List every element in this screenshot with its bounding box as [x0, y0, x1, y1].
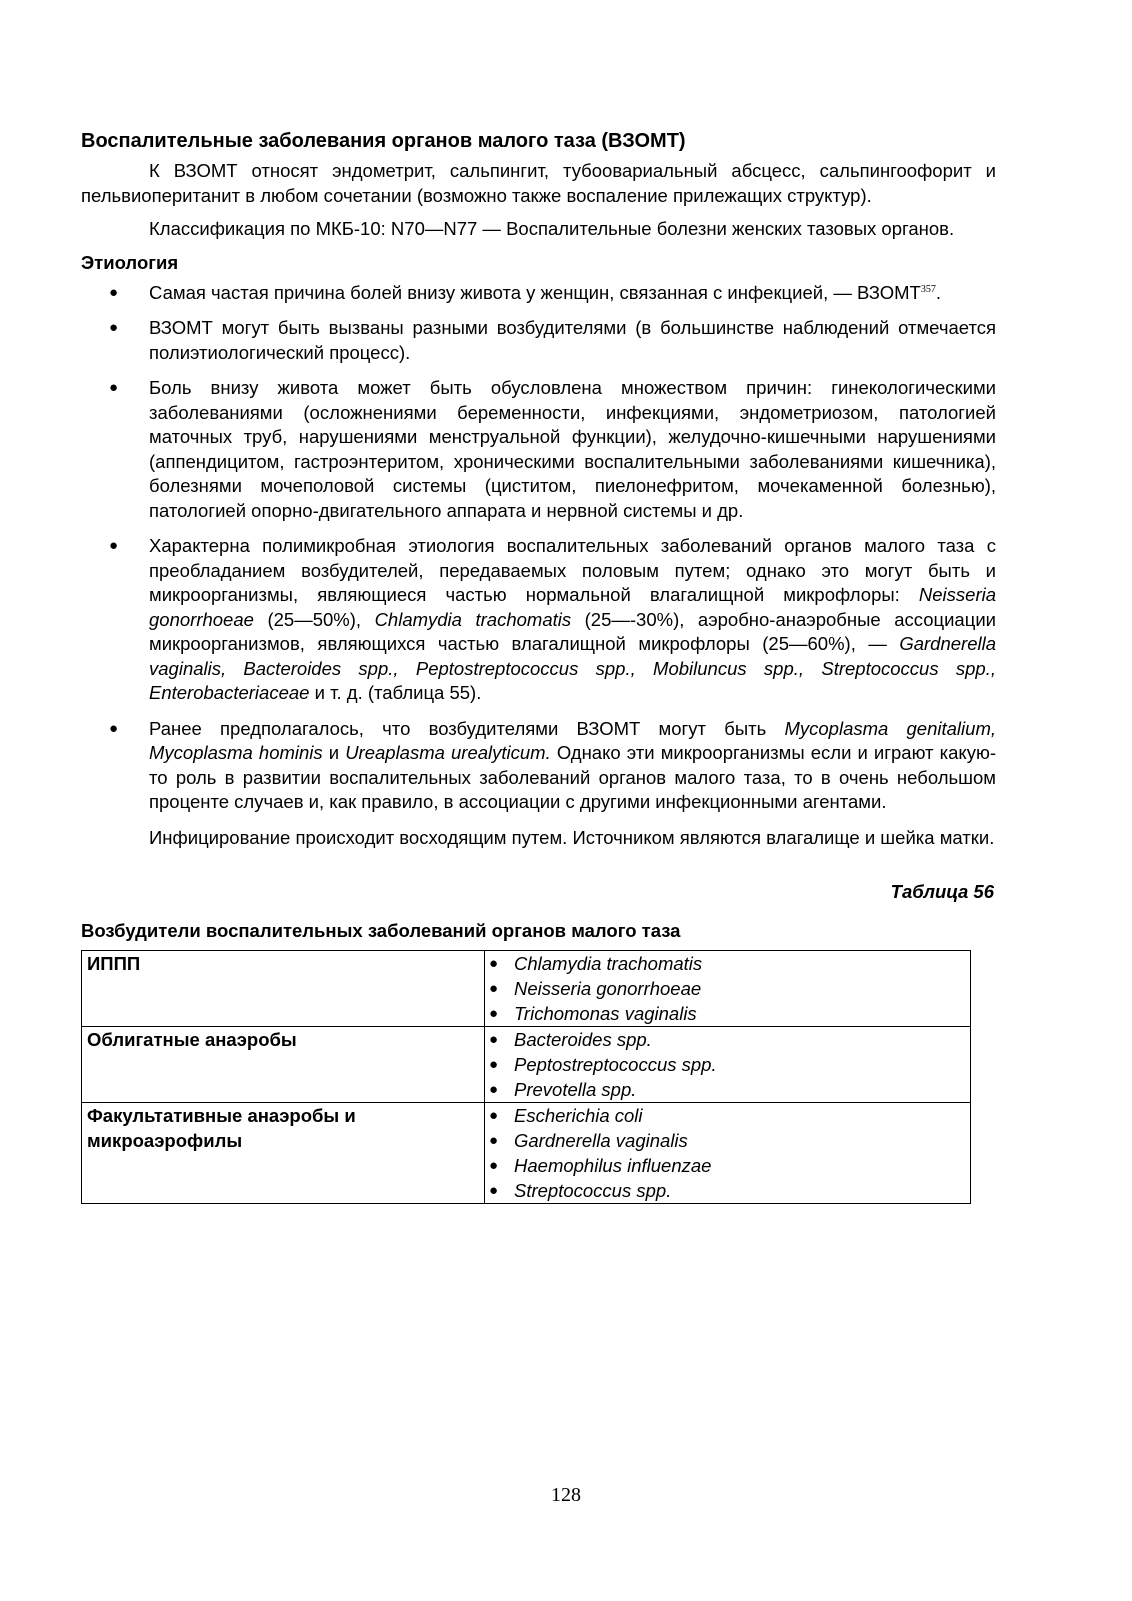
etiology-item — [81, 376, 996, 523]
organism-item: ● Chlamydia trachomatis — [489, 953, 703, 974]
bullet-text: ВЗОМТ могут быть вызваны разными возбудителями (в большинстве наблюдений отмечается полиэтиологический процесс). — [149, 317, 996, 363]
category-cell: ИППП — [82, 951, 485, 1027]
intro-paragraph: К ВЗОМТ относят эндометрит, сальпингит, тубоовариальный абсцесс, сальпингоофорит и пельвиопеританит в любом сочетании (возможно также воспаление прилежащих структур). — [81, 160, 996, 206]
section-title: Воспалительные заболевания органов малого таза (ВЗОМТ) — [81, 130, 686, 152]
category-cell: Факультативные анаэробы и микроаэрофилы — [82, 1103, 485, 1204]
bullet-text: и — [322, 742, 346, 763]
etiology-list — [81, 281, 996, 815]
organism-item: ● Peptostreptococcus spp. — [489, 1054, 717, 1075]
infection-paragraph: Инфицирование происходит восходящим путем. Источником являются влагалище и шейка матки. — [149, 826, 995, 848]
page-content — [81, 127, 996, 1204]
etiology-heading: Этиология — [81, 251, 179, 273]
bullet-icon: ● — [489, 1157, 499, 1174]
table-title: Возбудители воспалительных заболеваний органов малого таза — [81, 919, 681, 941]
bullet-text: (25—50%), — [253, 608, 375, 630]
table-row — [82, 1027, 971, 1103]
table-row — [82, 951, 971, 1027]
bullet-text: Ранее предполагалось, что возбудителями ВЗОМТ могут быть — [149, 717, 785, 739]
bullet-icon: ● — [489, 1005, 499, 1022]
category-cell: Облигатные анаэробы — [82, 1027, 485, 1103]
bullet-icon: ● — [489, 980, 499, 997]
bullet-text: (25—-30%), аэробно-анаэробные ассоциации микроорганизмов, являющихся частью влагалищной микрофлоры (25—60%), — — [149, 608, 996, 654]
bullet-text-tail: . — [935, 281, 941, 303]
organisms-cell — [485, 951, 971, 1027]
organism-name: Neisseria gonorrhoeae — [149, 584, 996, 630]
bullet-icon: ● — [489, 1182, 499, 1199]
bullet-text: Однако эти микроорганизмы если и играют какую-то роль в развитии воспалительных заболеваний органов малого таза, то в очень небольшом проценте случаев и, как правило, в ассоциации с другими инфекционными агентами. — [149, 742, 996, 812]
etiology-item — [81, 316, 996, 365]
bullet-text: и т. д. (таблица 55). — [309, 682, 482, 703]
bullet-icon: ● — [489, 1031, 499, 1048]
organism-item: ● Streptococcus spp. — [489, 1180, 672, 1201]
bullet-text: Характерна полимикробная этиология воспалительных заболеваний органов малого таза с преобладанием возбудителей, передаваемых половым путем; однако это могут быть и микроорганизмы, являющиеся частью нормальной влагалищной микрофлоры: — [149, 535, 996, 605]
organism-name: Ureaplasma urealyticum. — [345, 742, 551, 763]
bullet-text: Боль внизу живота может быть обусловлена множеством причин: гинекологическими заболеваниями (осложнениями беременности, инфекциями, эндометриозом, патологией маточных труб, нарушениями менструальной функции), желудочно-кишечными нарушениями (аппендицитом, гастроэнтеритом, хроническими воспалительными заболеваниями кишечника), болезнями мочеполовой системы (циститом, пиелонефритом, мочекаменной болезнью), патологией опорно-двигательного аппарата и нервной системы и др. — [149, 377, 996, 521]
bullet-icon: ● — [489, 1056, 499, 1073]
bullet-icon: ● — [489, 1132, 499, 1149]
bullet-icon: ● — [109, 283, 119, 301]
bullet-icon: ● — [489, 1081, 499, 1098]
organism-name: Mycoplasma genitalium, Mycoplasma hominis — [149, 717, 996, 763]
organism-list: Gardnerella vaginalis, Bacteroides spp., Peptostreptococcus spp., Mobiluncus spp., Streptococcus spp., Enterobacteriaceae — [149, 633, 996, 703]
organism-item: ● Escherichia coli — [489, 1105, 643, 1126]
organism-item: ● Gardnerella vaginalis — [489, 1130, 688, 1151]
etiology-item — [81, 534, 996, 706]
pathogens-table — [81, 950, 971, 1204]
table-caption: Таблица 56 — [890, 881, 994, 902]
organism-item: ● Neisseria gonorrhoeae — [489, 978, 702, 999]
organism-name: Chlamydia trachomatis — [374, 608, 572, 630]
bullet-text: Самая частая причина болей внизу живота у женщин, связанная с инфекцией, — ВЗОМТ — [149, 281, 921, 303]
bullet-icon: ● — [109, 537, 119, 554]
organisms-cell — [485, 1027, 971, 1103]
organism-item: ● Haemophilus influenzae — [489, 1155, 712, 1176]
organism-item: ● Bacteroides spp. — [489, 1029, 652, 1050]
organism-item: ● Trichomonas vaginalis — [489, 1003, 697, 1024]
footnote-ref: 357 — [920, 283, 936, 295]
etiology-item — [81, 717, 996, 815]
page-number: 128 — [551, 1484, 581, 1506]
bullet-icon: ● — [109, 319, 119, 336]
organisms-cell — [485, 1103, 971, 1204]
bullet-icon: ● — [489, 955, 499, 972]
bullet-icon: ● — [109, 379, 119, 396]
classification-paragraph: Классификация по МКБ-10: N70—N77 — Воспалительные болезни женских тазовых органов. — [149, 218, 955, 239]
bullet-icon: ● — [109, 719, 119, 737]
organism-item: ● Prevotella spp. — [489, 1079, 637, 1100]
bullet-icon: ● — [489, 1107, 499, 1124]
etiology-item — [81, 281, 996, 306]
table-row — [82, 1103, 971, 1204]
